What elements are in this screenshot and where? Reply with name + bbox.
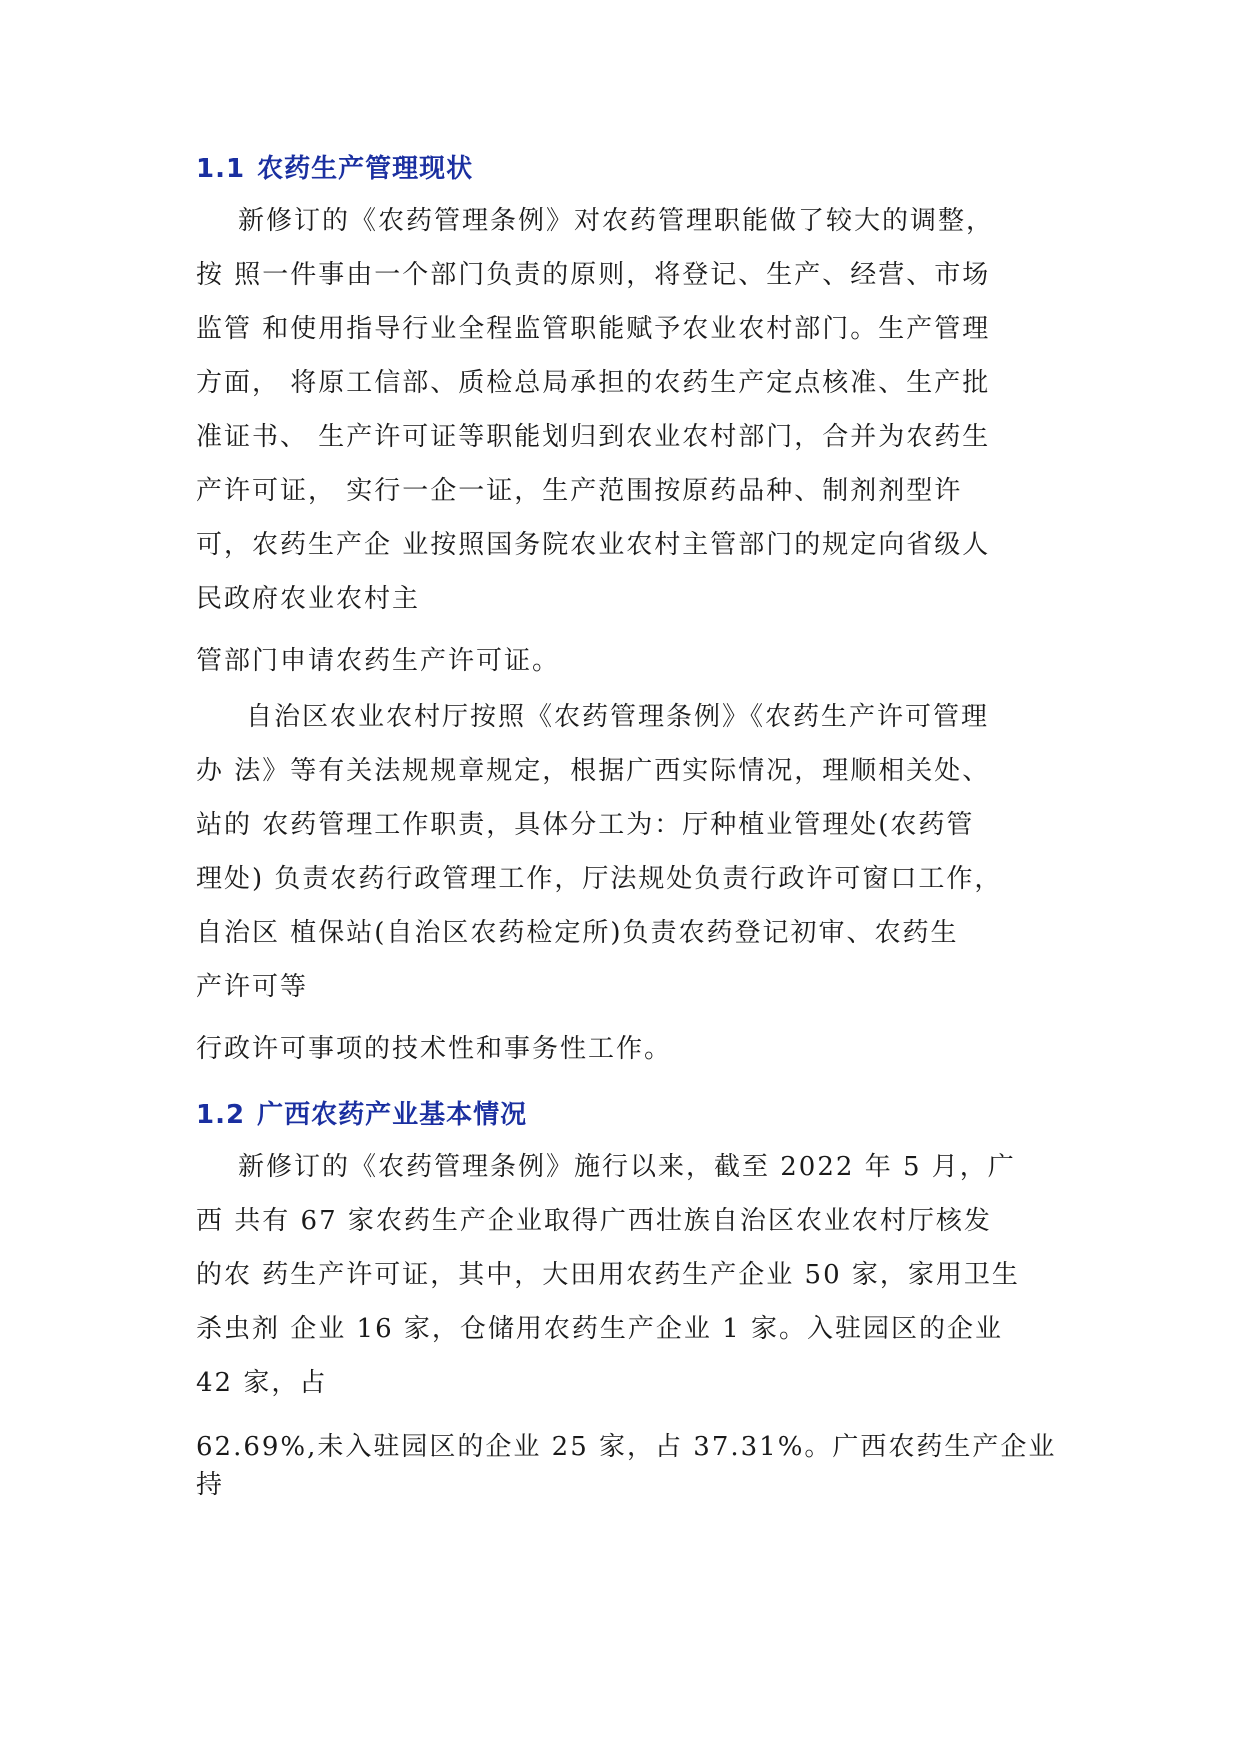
paragraph-line: 民政府农业农村主 — [196, 584, 421, 614]
section-number: 1.2 — [196, 1100, 246, 1130]
paragraph-line: 办 法》等有关法规规章规定，根据广西实际情况，理顺相关处、 — [196, 756, 991, 786]
paragraph-line: 可，农药生产企 业按照国务院农业农村主管部门的规定向省级人 — [196, 530, 991, 560]
paragraph-line: 持 — [196, 1470, 225, 1500]
section-heading-1-1 — [196, 148, 473, 185]
section-title: 广西农药产业基本情况 — [257, 1100, 528, 1130]
paragraph-line: 管部门申请农药生产许可证。 — [196, 646, 561, 676]
paragraph-line: 站的 农药管理工作职责，具体分工为：厅种植业管理处(农药管 — [196, 810, 975, 840]
paragraph-line: 杀虫剂 企业 16 家，仓储用农药生产企业 1 家。入驻园区的企业 — [196, 1314, 1003, 1344]
paragraph-line: 理处) 负责农药行政管理工作，厅法规处负责行政许可窗口工作， — [196, 864, 1003, 894]
paragraph-line: 西 共有 67 家农药生产企业取得广西壮族自治区农业农村厅核发 — [196, 1206, 992, 1236]
paragraph-line: 产许可等 — [196, 972, 309, 1002]
paragraph-line: 的农 药生产许可证，其中，大田用农药生产企业 50 家，家用卫生 — [196, 1260, 1020, 1290]
paragraph-line: 方面， 将原工信部、质检总局承担的农药生产定点核准、生产批 — [196, 368, 991, 398]
paragraph-line: 新修订的《农药管理条例》施行以来，截至 2022 年 5 月，广 — [238, 1152, 1016, 1182]
paragraph-line: 自治区农业农村厅按照《农药管理条例》《农药生产许可管理 — [246, 702, 990, 732]
paragraph-line: 行政许可事项的技术性和事务性工作。 — [196, 1034, 673, 1064]
paragraph-line: 产许可证， 实行一企一证，生产范围按原药品种、制剂剂型许 — [196, 476, 963, 506]
paragraph-line: 自治区 植保站(自治区农药检定所)负责农药登记初审、农药生 — [196, 918, 959, 948]
paragraph-line: 准证书、 生产许可证等职能划归到农业农村部门，合并为农药生 — [196, 422, 991, 452]
section-number: 1.1 — [196, 154, 246, 184]
paragraph-line: 按 照一件事由一个部门负责的原则，将登记、生产、经营、市场 — [196, 260, 991, 290]
paragraph-line: 62.69%,未入驻园区的企业 25 家，占 37.31%。广西农药生产企业 — [196, 1432, 1057, 1462]
paragraph-line: 42 家，占 — [196, 1368, 328, 1398]
section-heading-1-2 — [196, 1094, 527, 1131]
paragraph-line: 新修订的《农药管理条例》对农药管理职能做了较大的调整， — [238, 206, 995, 236]
section-title: 农药生产管理现状 — [257, 154, 474, 184]
paragraph-line: 监管 和使用指导行业全程监管职能赋予农业农村部门。生产管理 — [196, 314, 991, 344]
